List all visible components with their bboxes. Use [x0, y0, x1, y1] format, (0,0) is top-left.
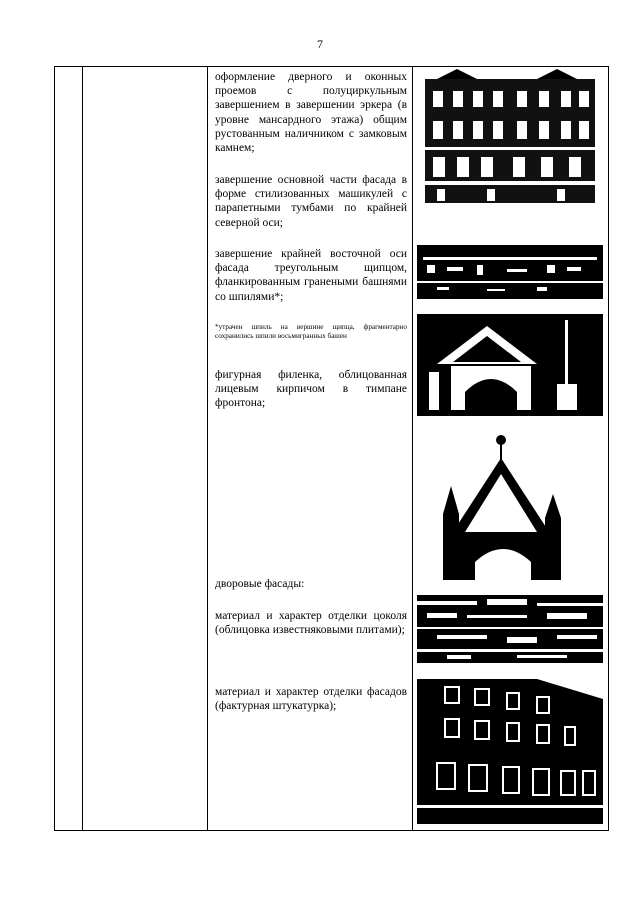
row-plinth-material: материал и характер отделки цоколя (облицовка известняковыми плитами);	[215, 610, 407, 637]
row-brick-panel: фигурная филенка, облицованная лицевым кирпичом в тимпане фронтона;	[215, 369, 407, 410]
column-divider-3	[412, 67, 413, 830]
row-machicolations: завершение основной части фасада в форме стилизованных машикулей с парапетными тумбами по крайней северной оси;	[215, 174, 407, 229]
row-lost-spire-note: *утрачен шпиль на вершине щипца, фрагментарно сохранились шпили восьмигранных башен	[215, 323, 407, 340]
row-door-window-surrounds: оформление дверного и оконных проемов с полуциркульным завершением в завершении эркера (в уровне мансардного этажа) общим рустованным наличником с замковым камнем;	[215, 71, 407, 155]
row-courtyard-facades: дворовые фасады:	[215, 578, 305, 590]
parapet-photo	[417, 245, 603, 299]
gable-arch-photo	[417, 314, 603, 416]
limestone-plinth-photo	[417, 595, 603, 663]
attributes-table	[54, 66, 609, 831]
page-number: 7	[317, 37, 323, 51]
row-east-gable: завершение крайней восточной оси фасада треугольным щипцом, фланкированным гранеными башнями со шпилями*;	[215, 248, 407, 303]
column-divider-2	[207, 67, 208, 830]
column-divider-1	[82, 67, 83, 830]
row-facade-material: материал и характер отделки фасадов (фактурная штукатурка);	[215, 686, 407, 713]
building-facade-photo	[417, 69, 603, 203]
gable-spire-towers-photo	[417, 428, 603, 580]
courtyard-facade-photo	[417, 679, 603, 824]
